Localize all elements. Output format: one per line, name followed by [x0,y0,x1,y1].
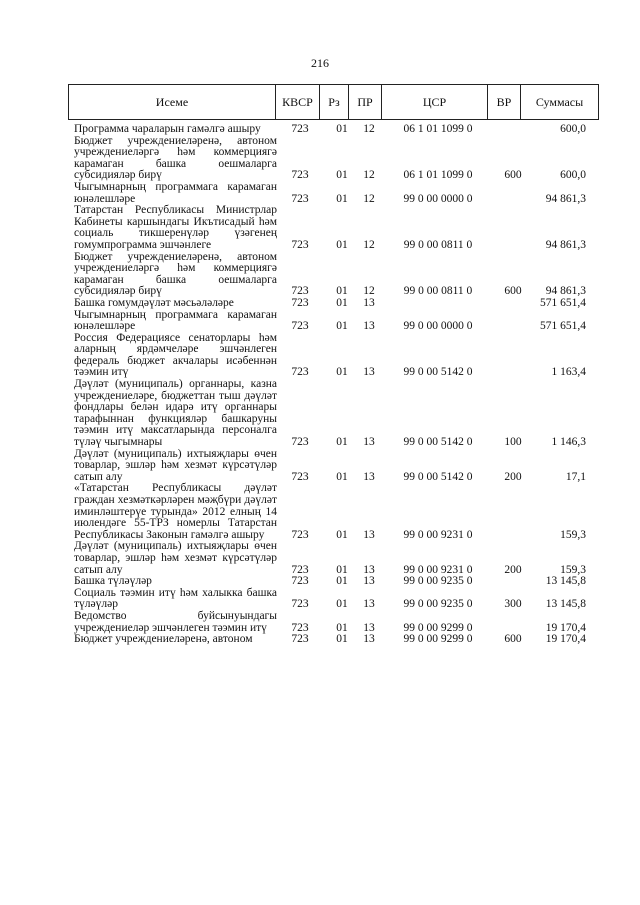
row-kvsr: 723 [291,192,309,205]
row-sum: 600,0 [560,123,586,135]
row-name: Дәүләт (муниципаль) органнары, казна учреждениеләре, бюджеттан тыш дәүләт фондлары белән идарә итү органнары тарафыннан функцияләр башкаруны тәэмин итү максатларында персоналга түләү чыгымнары [74,378,277,449]
table-row [74,611,594,634]
row-name: Татарстан Республикасы Министрлар Кабинеты каршындагы Икътисадый һәм социаль тикшеренүләр үзәгенең гомумпрограмма эшчәнлеге [74,204,277,251]
row-sum: 1 146,3 [551,436,586,449]
row-kvsr: 723 [291,598,309,611]
row-csr: 99 0 00 9231 0 [403,528,473,541]
row-kvsr: 723 [291,563,309,576]
row-pr: 12 [363,238,375,251]
row-csr: 99 0 00 0000 0 [403,192,473,205]
row-name: Чыгымнарның программага карамаган юнәлешләре [74,180,277,205]
row-name: Социаль тәэмин итү һәм халыкка башка түләүләр [74,586,277,611]
row-rz: 01 [336,320,348,333]
row-sum: 571 651,4 [540,296,586,309]
header-vr: ВР [488,85,521,119]
row-kvsr: 723 [291,285,309,298]
row-name: Башка түләүләр [74,575,152,588]
row-sum: 1 163,4 [551,366,586,379]
row-csr: 99 0 00 9235 0 [403,575,473,588]
row-name: Программа чараларын гамәлгә ашыру [74,123,261,135]
table-row [74,449,594,484]
row-pr: 13 [363,575,375,588]
row-name: «Татарстан Республикасы дәүләт граждан хезмәткәрләрен мәҗбүри дәүләт иминләштерүе турында» 2012 елның 14 июлендәге 55-ТРЗ номерлы Татарстан Республикасы Законын гамәлгә ашыру [74,482,277,541]
row-rz: 01 [336,123,348,135]
row-pr: 12 [363,169,375,182]
row-vr: 300 [504,598,522,611]
row-vr: 100 [504,436,522,449]
row-vr: 200 [504,563,522,576]
row-rz: 01 [336,633,348,646]
header-sum: Суммасы [535,94,584,109]
row-rz: 01 [336,598,348,611]
row-csr: 06 1 01 1099 0 [403,123,473,135]
table-row [74,634,594,646]
row-kvsr: 723 [291,366,309,379]
row-name: Бюджет учреждениеләренә, автоном учреждениеләргә һәм коммерциягә карамаган башка оешмаларга субсидияләр бирү [74,134,277,182]
row-vr: 200 [504,470,522,483]
row-kvsr: 723 [291,470,309,483]
row-sum: 94 861,3 [545,238,586,251]
row-kvsr: 723 [291,123,309,135]
row-pr: 13 [363,436,375,449]
row-csr: 99 0 00 0811 0 [403,285,473,298]
row-sum: 600,0 [560,169,586,182]
row-pr: 13 [363,563,375,576]
row-pr: 12 [363,285,375,298]
row-kvsr: 723 [291,436,309,449]
row-rz: 01 [336,436,348,449]
row-name: Бюджет учреждениеләренә, автоном [74,633,253,646]
row-sum: 19 170,4 [545,633,586,646]
row-name: Ведомство буйсынуындагы учреждениеләр эшчәнлеген тәэмин итү [74,609,277,634]
table-row [74,576,594,588]
row-kvsr: 723 [291,169,309,182]
row-rz: 01 [336,285,348,298]
table-row [74,379,594,449]
row-kvsr: 723 [291,528,309,541]
table-row [74,252,594,298]
row-csr: 99 0 00 5142 0 [403,366,473,379]
row-csr: 99 0 00 5142 0 [403,436,473,449]
row-pr: 13 [363,320,375,333]
row-rz: 01 [336,563,348,576]
row-name: Бюджет учреждениеләренә, автоном учреждениеләргә һәм коммерциягә карамаган башка оешмаларга субсидияләр бирү [74,250,277,298]
row-sum: 17,1 [565,470,586,483]
row-csr: 99 0 00 0000 0 [403,320,473,333]
row-rz: 01 [336,366,348,379]
row-kvsr: 723 [291,621,309,634]
table-row [74,298,594,310]
table-row [74,541,594,576]
row-pr: 13 [363,621,375,634]
header-csr: ЦСР [382,85,488,119]
row-csr: 99 0 00 9231 0 [403,563,473,576]
row-rz: 01 [336,470,348,483]
row-csr: 99 0 00 5142 0 [403,470,473,483]
row-csr: 99 0 00 9299 0 [403,621,473,634]
table-row [74,588,594,611]
header-name: Исеме [69,85,276,119]
row-name: Башка гомумдәүләт мәсьәләләре [74,296,234,309]
row-sum: 19 170,4 [545,621,586,634]
row-rz: 01 [336,169,348,182]
row-name: Дәүләт (муниципаль) ихтыяҗлары өчен товарлар, эшләр һәм хезмәт күрсәтүләр сатып алу [74,540,277,576]
table-row [74,124,594,136]
page-number: 216 [311,56,329,70]
row-sum: 159,3 [560,528,586,541]
row-kvsr: 723 [291,296,309,309]
row-sum: 13 145,8 [545,598,586,611]
row-sum: 159,3 [560,563,586,576]
row-pr: 13 [363,296,375,309]
row-pr: 13 [363,528,375,541]
row-csr: 99 0 00 0811 0 [403,238,473,251]
row-pr: 12 [363,123,375,135]
header-kvsr: КВСР [276,85,320,119]
row-name: Дәүләт (муниципаль) ихтыяҗлары өчен товарлар, эшләр һәм хезмәт күрсәтүләр сатып алу [74,447,277,483]
row-rz: 01 [336,575,348,588]
row-vr: 600 [504,169,522,182]
row-kvsr: 723 [291,575,309,588]
table-row [74,333,594,379]
row-pr: 13 [363,470,375,483]
row-pr: 12 [363,192,375,205]
budget-table [74,124,594,646]
row-name: Чыгымнарның программага карамаган юнәлешләре [74,308,277,333]
table-header [68,84,599,120]
row-csr: 99 0 00 9299 0 [403,633,473,646]
row-pr: 13 [363,598,375,611]
table-row [74,182,594,205]
row-name: Россия Федерациясе сенаторлары һәм аларның ярдәмчеләре эшчәнлеген федераль бюджет акчалары исәбеннән тәэмин итү [74,331,277,379]
row-rz: 01 [336,296,348,309]
row-kvsr: 723 [291,320,309,333]
row-vr: 600 [504,633,522,646]
table-row [74,483,594,541]
row-sum: 94 861,3 [545,192,586,205]
row-pr: 13 [363,366,375,379]
header-rz: Рз [320,85,349,119]
row-rz: 01 [336,238,348,251]
row-sum: 13 145,8 [545,575,586,588]
row-sum: 94 861,3 [545,285,586,298]
table-row [74,310,594,333]
row-rz: 01 [336,528,348,541]
table-row [74,136,594,182]
header-pr: ПР [349,85,382,119]
table-row [74,205,594,251]
row-csr: 06 1 01 1099 0 [403,169,473,182]
row-kvsr: 723 [291,633,309,646]
row-sum: 571 651,4 [540,320,586,333]
row-rz: 01 [336,621,348,634]
row-pr: 13 [363,633,375,646]
row-kvsr: 723 [291,238,309,251]
row-vr: 600 [504,285,522,298]
row-rz: 01 [336,192,348,205]
row-csr: 99 0 00 9235 0 [403,598,473,611]
